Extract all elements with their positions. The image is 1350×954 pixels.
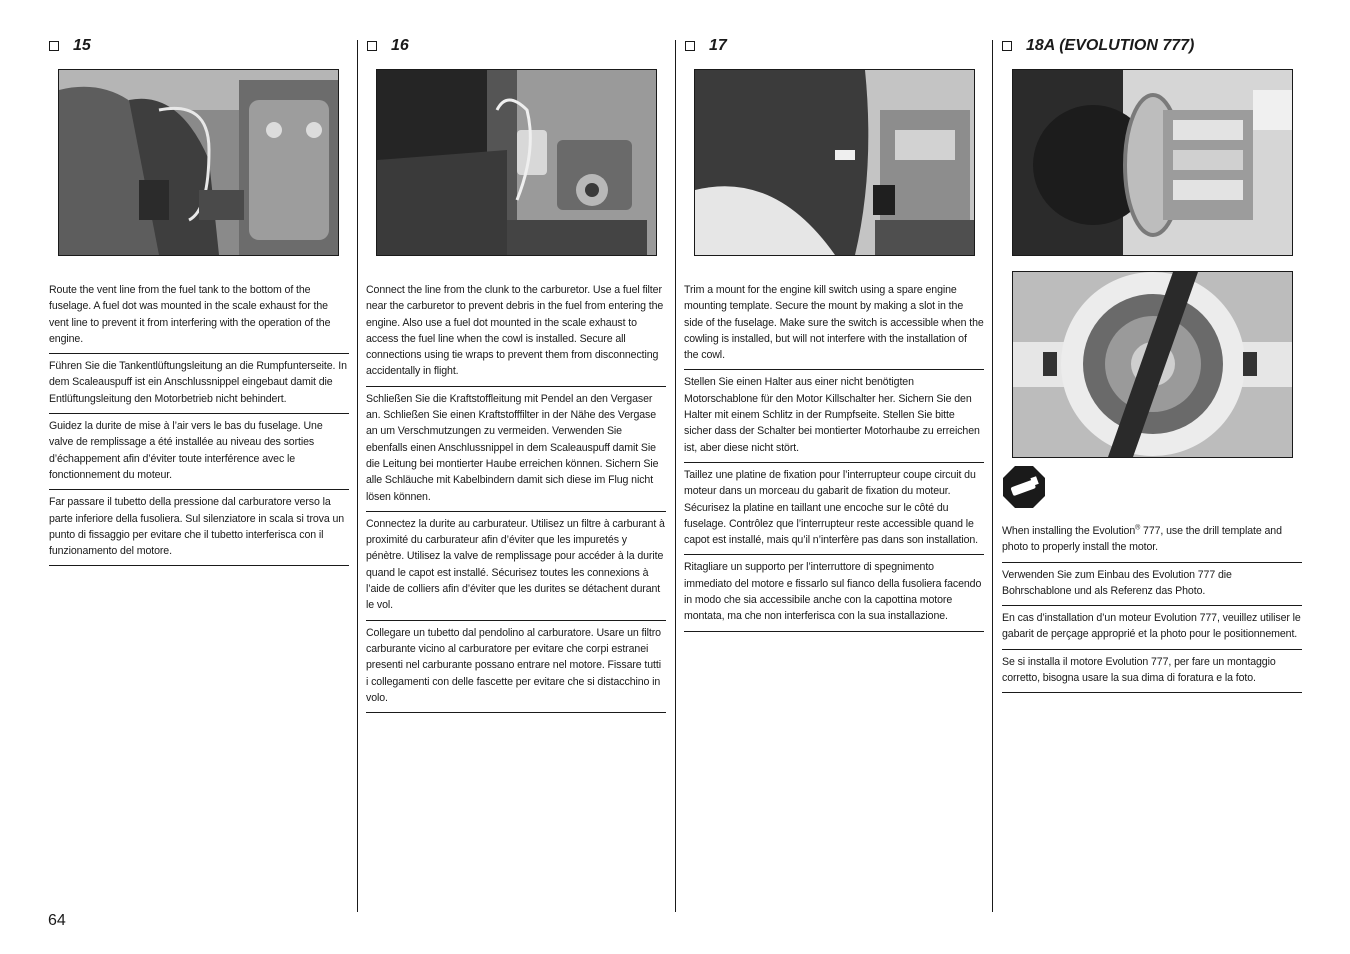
step-16-text-en: Connect the line from the clunk to the carburetor. Use a fuel filter near the carburetor to prevent debris in the fuel from entering the engine. Also use a fuel dot mounted in the scale exhaust to access the fuel line when the cowl is installed. Secure all connections using tie wraps to prevent them from disconnecting accidentally in flight. xyxy=(366,282,666,387)
step-15-label: 15 xyxy=(73,37,91,54)
step-18a-label: 18A (EVOLUTION 777) xyxy=(1026,37,1195,54)
drill-tool-icon xyxy=(1003,466,1045,508)
step-15-text-de: Führen Sie die Tankentlüftungsleitung an die Rumpfunterseite. In dem Scaleauspuff ist ein Anschlussnippel eingebaut damit die Entlüftungsleitung den Motorbetrieb nicht behindert. xyxy=(49,354,349,414)
step-17-text-de: Stellen Sie einen Halter aus einer nicht benötigten Motorschablone für den Motor Killschalter her. Sichern Sie den Halter mit einem Schlitz in der Rumpfseite. Stellen Sie bitte sicher dass der Schalter bei montierter Motorhaube zu erreichen ist, aber diese nicht stört. xyxy=(684,370,984,462)
step-15-column xyxy=(0,0,357,954)
step-17-text-it: Ritagliare un supporto per l’interruttore di spegnimento immediato del motore e fissarlo sul fianco della fusoliera facendo in modo che sia accessibile anche con la capottina motore montata, ma che non interferisca con la sua installazione. xyxy=(684,555,984,631)
step-16-text-it: Collegare un tubetto dal pendolino al carburatore. Usare un filtro carburante vicino al carburatore per evitare che corpi estranei presenti nel carburante possano entrare nel motore. Fissare tutti i collegamenti con delle fascette per evitare che si distacchino in volo. xyxy=(366,621,666,713)
step-18a-text-fr: En cas d’installation d’un moteur Evolution 777, veuillez utiliser le gabarit de perçage approprié et la photo pour le positionnement. xyxy=(1002,606,1302,650)
step-18a-text-it: Se si installa il motore Evolution 777, per fare un montaggio corretto, bisogna usare la sua dima di foratura e la foto. xyxy=(1002,650,1302,694)
step-16-photo xyxy=(376,69,657,256)
step-15-text-fr: Guidez la durite de mise à l’air vers le bas du fuselage. Une valve de remplissage a été installée au niveau des sorties d’échappement afin d’éviter toute interférence avec le fonctionnement du moteur. xyxy=(49,414,349,490)
registered-mark: ® xyxy=(1135,524,1141,532)
step-18a-header xyxy=(1002,37,1194,55)
step-16-text-de: Schließen Sie die Kraftstoffleitung mit Pendel an den Vergaser an. Schließen Sie einen Kraftstofffilter in der Nähe des Vergase an um Verschmutzungen zu vermeiden. Verwenden Sie ebenfalls einen Anschlussnippel in dem Scaleauspuff damit Sie die Leitung bei montierter Haube erreichen können. Sichern Sie alle Schläuche mit Kabelbindern damit sich diese im Flug nicht lösen können. xyxy=(366,387,666,512)
step-18a-text-en-prefix: When installing the Evolution xyxy=(1002,525,1136,537)
step-18a-text-de: Verwenden Sie zum Einbau des Evolution 777 die Bohrschablone und als Referenz das Photo. xyxy=(1002,563,1302,607)
step-17-photo xyxy=(694,69,975,256)
step-15-header xyxy=(49,37,91,55)
step-18a-checkbox[interactable] xyxy=(1002,41,1012,51)
step-17-checkbox[interactable] xyxy=(685,41,695,51)
step-15-text-en: Route the vent line from the fuel tank to the bottom of the fuselage. A fuel dot was mounted in the scale exhaust for the vent line to prevent it from interfering with the operation of the engine. xyxy=(49,282,349,354)
step-17-header xyxy=(685,37,727,55)
step-18a-text-en-suffix: 777, use the drill template and photo to properly install the motor. xyxy=(1002,525,1282,554)
page-number: 64 xyxy=(48,912,66,929)
step-16-texts xyxy=(366,282,666,713)
step-15-text-it: Far passare il tubetto della pressione dal carburatore verso la parte inferiore della fusoliera. Sul silenziatore in scala si trova un punto di fissaggio per evitare che il tubetto interferisca con il funzionamento del motore. xyxy=(49,490,349,566)
step-15-checkbox[interactable] xyxy=(49,41,59,51)
step-18a-texts xyxy=(1002,523,1302,693)
step-15-photo xyxy=(58,69,339,256)
step-18a-photo-propeller xyxy=(1012,271,1293,458)
step-17-text-fr: Taillez une platine de fixation pour l’interrupteur coupe circuit du moteur dans un morceau du gabarit de fixation du moteur. Sécurisez la platine en taillant une encoche sur le côté du fuselage. Contrôlez que l’interrupteur reste accessible quand le capot est installé, mais qu’il n’interfère pas dans son installation. xyxy=(684,463,984,555)
step-17-text-en: Trim a mount for the engine kill switch using a spare engine mounting template. Secure the mount by making a slot in the side of the fuselage. Make sure the switch is accessible when the cowling is installed, but will not interfere with the installation of the cowl. xyxy=(684,282,984,370)
step-17-column xyxy=(676,0,992,954)
step-16-header xyxy=(367,37,409,55)
step-18a-photo-engine xyxy=(1012,69,1293,256)
step-16-label: 16 xyxy=(391,37,409,54)
step-16-checkbox[interactable] xyxy=(367,41,377,51)
step-16-column xyxy=(358,0,675,954)
step-18a-column xyxy=(993,0,1350,954)
step-18a-text-en xyxy=(1002,523,1302,563)
step-16-text-fr: Connectez la durite au carburateur. Utilisez un filtre à carburant à proximité du carburateur afin d’éviter que les impuretés y pénètre. Utilisez la valve de remplissage pour accéder à la durite quand le capot est installé. Sécurisez toutes les connexions à l’aide de colliers afin d’éviter que les durites se détachent durant le vol. xyxy=(366,512,666,621)
step-17-label: 17 xyxy=(709,37,727,54)
step-15-texts xyxy=(49,282,349,566)
step-17-texts xyxy=(684,282,984,632)
